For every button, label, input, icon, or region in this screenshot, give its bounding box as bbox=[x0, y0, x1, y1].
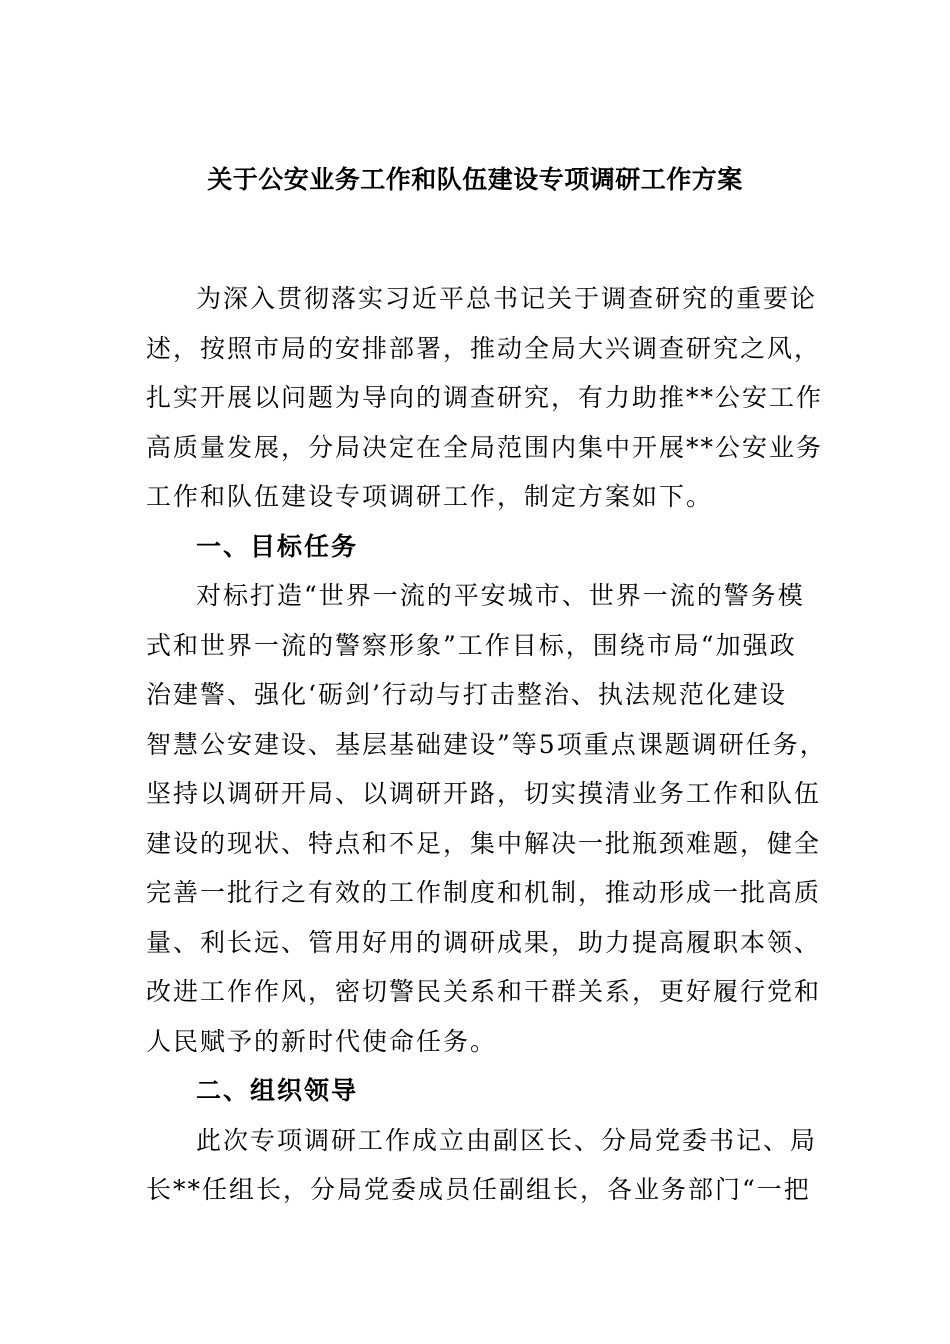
heading-text: 二、组织领导 bbox=[196, 1076, 359, 1105]
text-line: 量、利长远、管用好用的调研成果，助力提高履职本领、 bbox=[146, 927, 822, 957]
intro-paragraph bbox=[146, 274, 824, 522]
goals-paragraph bbox=[146, 571, 827, 1066]
text-line: 智慧公安建设、基层基础建设”等5项重点课题调研任务， bbox=[146, 729, 827, 759]
text-line: 人民赋予的新时代使命任务。 bbox=[146, 1026, 498, 1056]
text-line: 对标打造“世界一流的平安城市、世界一流的警务模 bbox=[196, 581, 805, 610]
text-line: 式和世界一流的警察形象”工作目标，围绕市局“加强政 bbox=[146, 630, 797, 660]
text-line: 建设的现状、特点和不足，集中解决一批瓶颈难题，健全 bbox=[146, 828, 822, 858]
document-title: 关于公安业务工作和队伍建设专项调研工作方案 bbox=[207, 165, 743, 194]
text-line: 完善一批行之有效的工作制度和机制，推动形成一批高质 bbox=[146, 878, 822, 907]
document-body bbox=[146, 274, 827, 1215]
section-heading-leadership bbox=[146, 1066, 806, 1116]
text-line: 述，按照市局的安排部署，推动全局大兴调查研究之风， bbox=[146, 333, 822, 363]
text-line: 工作和队伍建设专项调研工作，制定方案如下。 bbox=[146, 482, 714, 511]
text-line: 改进工作作风，密切警民关系和干群关系，更好履行党和 bbox=[146, 977, 822, 1006]
text-line: 高质量发展，分局决定在全局范围内集中开展**公安业务 bbox=[146, 432, 824, 462]
text-line: 长**任组长，分局党委成员任副组长，各业务部门“一把 bbox=[146, 1175, 811, 1204]
text-line: 扎实开展以问题为导向的调查研究，有力助推**公安工作 bbox=[146, 383, 824, 412]
leadership-paragraph bbox=[146, 1116, 818, 1215]
text-line: 此次专项调研工作成立由副区长、分局党委书记、局 bbox=[196, 1125, 818, 1155]
heading-text: 一、目标任务 bbox=[196, 531, 359, 561]
text-line: 治建警、强化‘砺剑’行动与打击整治、执法规范化建设 bbox=[146, 680, 787, 709]
text-line: 坚持以调研开局、以调研开路，切实摸清业务工作和队伍 bbox=[146, 779, 822, 808]
text-line: 为深入贯彻落实习近平总书记关于调查研究的重要论 bbox=[196, 284, 818, 313]
section-heading-goals bbox=[146, 522, 806, 572]
